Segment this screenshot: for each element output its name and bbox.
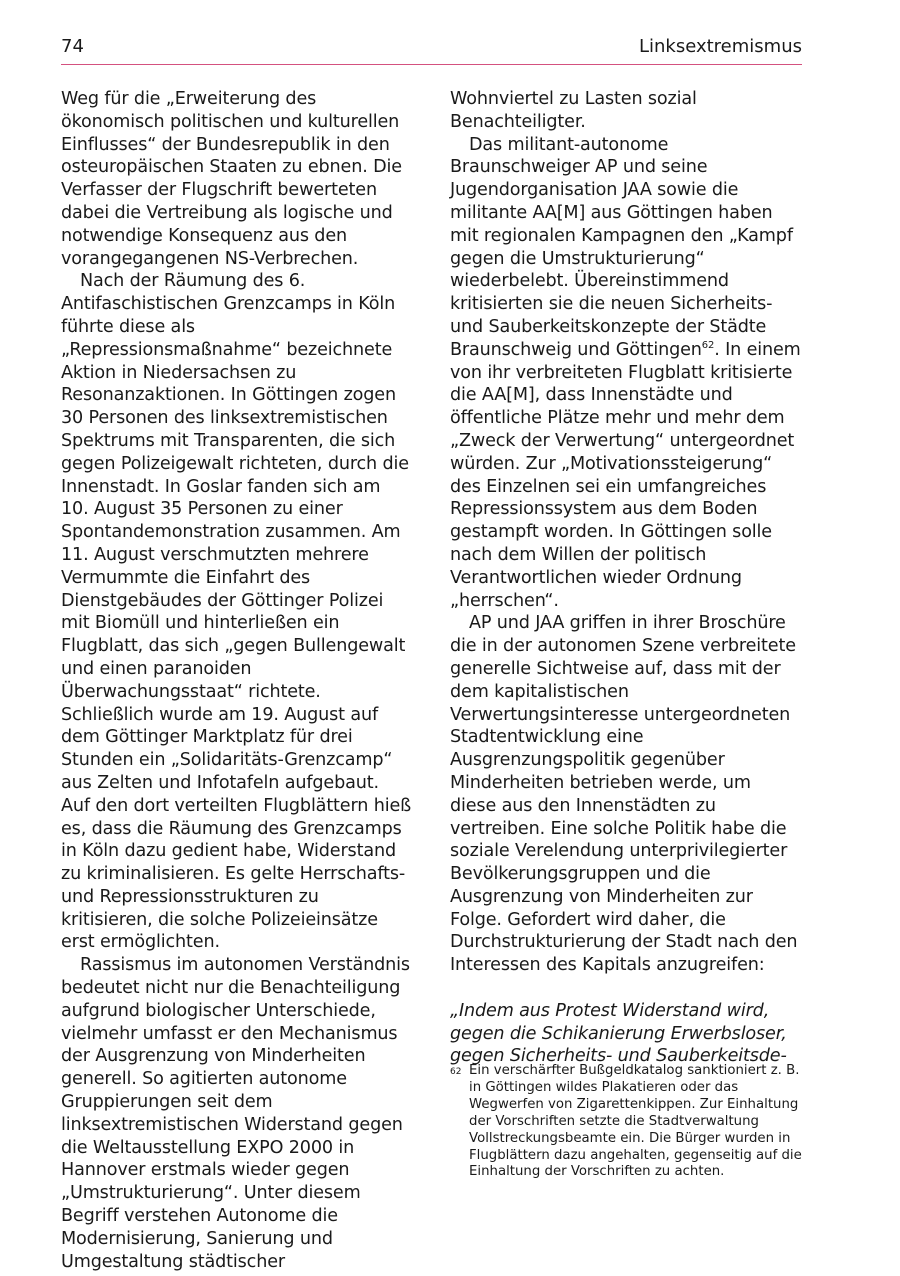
block-quote: „Indem aus Protest Widerstand wird, gegen die Schikanierung Erwerbsloser, gegen Sicherheits- und Sauberkeitsde- bbox=[450, 1000, 787, 1067]
page-number: 74 bbox=[61, 36, 84, 57]
footnote-mark: 62 bbox=[450, 1067, 462, 1077]
footnote-text: Ein verschärfter Bußgeldkatalog sanktioniert z. B. in Göttingen wildes Plakatieren oder das Wegwerfen von Zigarettenkippen. Zur Einhaltung der Vorschriften setzte die Stadtverwaltung Vollstreckungsbeamte ein. Die Bürger wurden in Flugblättern dazu angehalten, gegenseitig auf die Einhaltung der Vorschriften zu achten. bbox=[469, 1063, 802, 1180]
paragraph: Wohnviertel zu Lasten sozial Benachteiligter. bbox=[450, 89, 697, 132]
paragraph: Rassismus im autonomen Verständnis bedeutet nicht nur die Benachteiligung aufgrund biologischer Unterschiede, vielmehr umfasst er den Mechanismus der Ausgrenzung von Minderheiten generell. So agitierten autonome Gruppierungen seit dem linksextremistischen Widerstand gegen die Weltausstellung EXPO 2000 in Hannover erstmals wieder gegen „Umstrukturierung“. Unter diesem Begriff verstehen Autonome die Modernisierung, Sanierung und Umgestaltung städtischer bbox=[61, 955, 410, 1272]
page-header bbox=[61, 36, 802, 65]
paragraph-text: . In einem von ihr verbreiteten Flugblatt kritisierte die AA[M], dass Innenstädte und öffentliche Plätze mehr und mehr dem „Zweck der Verwertung“ untergeordnet würden. Zur „Motivationssteigerung“ des Einzelnen sei ein umfangreiches Repressionssystem aus dem Boden gestampft worden. In Göttingen solle nach dem Willen der politisch Verantwortlichen wieder Ordnung „herrschen“. bbox=[450, 339, 801, 611]
paragraph: Weg für die „Erweiterung des ökonomisch politischen und kulturellen Einflusses“ der Bundesrepublik in den osteuropäischen Staaten zu ebnen. Die Verfasser der Flugschrift bewerteten dabei die Vertreibung als logische und notwendige Konsequenz aus den vorangegangenen NS-Verbrechen. bbox=[61, 89, 402, 269]
left-column bbox=[61, 88, 413, 1273]
paragraph bbox=[450, 134, 802, 613]
running-title: Linksextremismus bbox=[638, 36, 802, 57]
footnote-reference[interactable]: 62 bbox=[701, 339, 715, 351]
right-column bbox=[450, 88, 802, 1068]
paragraph-text: Das militant-autonome Braunschweiger AP und seine Jugendorganisation JAA sowie die militante AA[M] aus Göttingen haben mit regionalen Kampagnen den „Kampf gegen die Umstrukturierung“ wiederbelebt. Übereinstimmend kritisierten sie die neuen Sicherheits- und Sauberkeitskonzepte der Städte Braunschweig und Göttingen bbox=[450, 134, 793, 360]
footnote bbox=[450, 1063, 802, 1181]
paragraph: Nach der Räumung des 6. Antifaschistischen Grenzcamps in Köln führte diese als „Repressionsmaßnahme“ bezeichnete Aktion in Niedersachsen zu Resonanzaktionen. In Göttingen zogen 30 Personen des linksextremistischen Spektrums mit Transparenten, die sich gegen Polizeigewalt richteten, durch die Innenstadt. In Goslar fanden sich am 10. August 35 Personen zu einer Spontandemonstration zusammen. Am 11. August verschmutzten mehrere Vermummte die Einfahrt des Dienstgebäudes der Göttinger Polizei mit Biomüll und hinterließen ein Flugblatt, das sich „gegen Bullengewalt und einen paranoiden Überwachungsstaat“ richtete. Schließlich wurde am 19. August auf dem Göttinger Marktplatz für drei Stunden ein „Solidaritäts-Grenzcamp“ aus Zelten und Infotafeln aufgebaut. Auf den dort verteilten Flugblättern hieß es, dass die Räumung des Grenzcamps in Köln dazu gedient habe, Widerstand zu kriminalisieren. Es gelte Herrschafts- und Repressionsstrukturen zu kritisieren, die solche Polizeieinsätze erst ermöglichten. bbox=[61, 271, 412, 953]
paragraph: AP und JAA griffen in ihrer Broschüre die in der autonomen Szene verbreitete generelle Sichtweise auf, dass mit der dem kapitalistischen Verwertungsinteresse untergeordneten Stadtentwicklung eine Ausgrenzungspolitik gegenüber Minderheiten betrieben werde, um diese aus den Innenstädten zu vertreiben. Eine solche Politik habe die soziale Verelendung unterprivilegierter Bevölkerungsgruppen und die Ausgrenzung von Minderheiten zur Folge. Gefordert wird daher, die Durchstrukturierung der Stadt nach den Interessen des Kapitals anzugreifen: bbox=[450, 613, 798, 976]
